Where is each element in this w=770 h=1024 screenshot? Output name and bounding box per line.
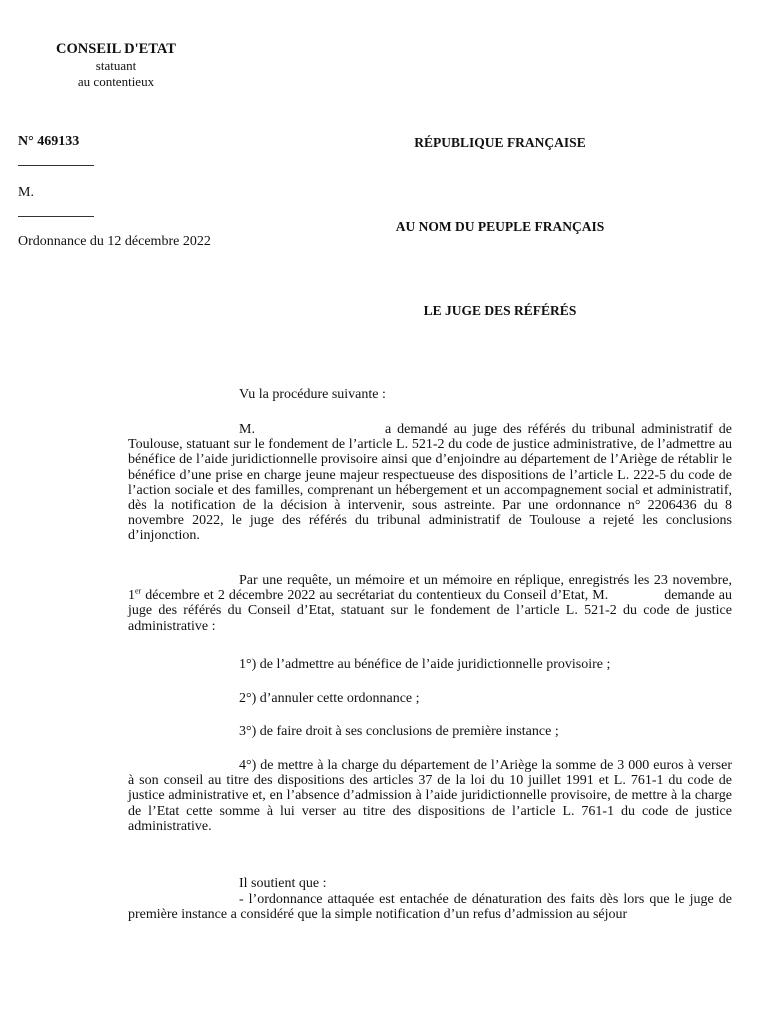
procedure-intro: Vu la procédure suivante : (239, 387, 386, 402)
list-item: 4°) de mettre à la charge du département de l’Ariège la somme de 3 000 euros à verser à son conseil au titre des dispositions des articles 37 de la loi du 10 juillet 1991 et L. 761-1 du code de justice administrative et, en l’absence d’admission à l’aide juridictionnelle provisoire, de mettre à la charge de l’Etat cette somme à lui verser au titre des dispositions de l’article L. 761-1 du code de justice administrative. (128, 758, 732, 834)
people-heading: AU NOM DU PEUPLE FRANÇAIS (395, 219, 605, 234)
separator-line (18, 165, 94, 166)
judge-heading: LE JUGE DES RÉFÉRÉS (423, 303, 577, 318)
party-name: M. (18, 185, 34, 200)
paragraph-text: a demandé au juge des référés du tribunal administratif de Toulouse, statuant sur le fondement de l’article L. 521-2 du code de justice administrative, de l’admettre au bénéfice de l’aide juridictionnelle provisoire ainsi que d’enjoindre au département de l’Ariège de rétablir le bénéfice d’une prise en charge jeune majeur respectueuse des dispositions de l’article L. 222-5 du code de l’action sociale et des familles, comprenant un hébergement et un accompagnement social et administratif, dès la notification de la décision à intervenir, sous astreinte. Par une ordonnance n° 2206436 du 8 novembre 2022, le juge des référés du tribunal administratif de Toulouse a rejeté les conclusions d’injonction. (128, 422, 732, 544)
court-subtitle-2: au contentieux (77, 74, 155, 89)
list-item: 1°) de l’admettre au bénéfice de l’aide juridictionnelle provisoire ; (239, 657, 611, 672)
order-date: Ordonnance du 12 décembre 2022 (18, 234, 211, 249)
court-name: CONSEIL D'ETAT (56, 41, 176, 57)
arguments-intro: Il soutient que : (239, 876, 327, 891)
list-item: 2°) d’annuler cette ordonnance ; (239, 691, 420, 706)
argument-paragraph: - l’ordonnance attaquée est entachée de dénaturation des faits dès lors que le juge de première instance a considéré que la simple notification d’un refus d’admission au séjour (128, 892, 732, 923)
republic-heading: RÉPUBLIQUE FRANÇAISE (414, 135, 586, 150)
court-subtitle: statuant (95, 58, 137, 73)
paragraph-request: Par une requête, un mémoire et un mémoire en réplique, enregistrés les 23 novembre, 1er décembre et 2 décembre 2022 au secrétariat du contentieux du Conseil d’Etat, M. demande au juge des référés du Conseil d’Etat, statuant sur le fondement de l’article L. 521-2 du code de justice administrative : (128, 573, 732, 634)
separator-line (18, 216, 94, 217)
paragraph-first-instance (128, 422, 732, 544)
list-item: 3°) de faire droit à ses conclusions de première instance ; (239, 724, 559, 739)
party-name-inline: M. (239, 422, 255, 437)
case-number: N° 469133 (18, 134, 80, 149)
